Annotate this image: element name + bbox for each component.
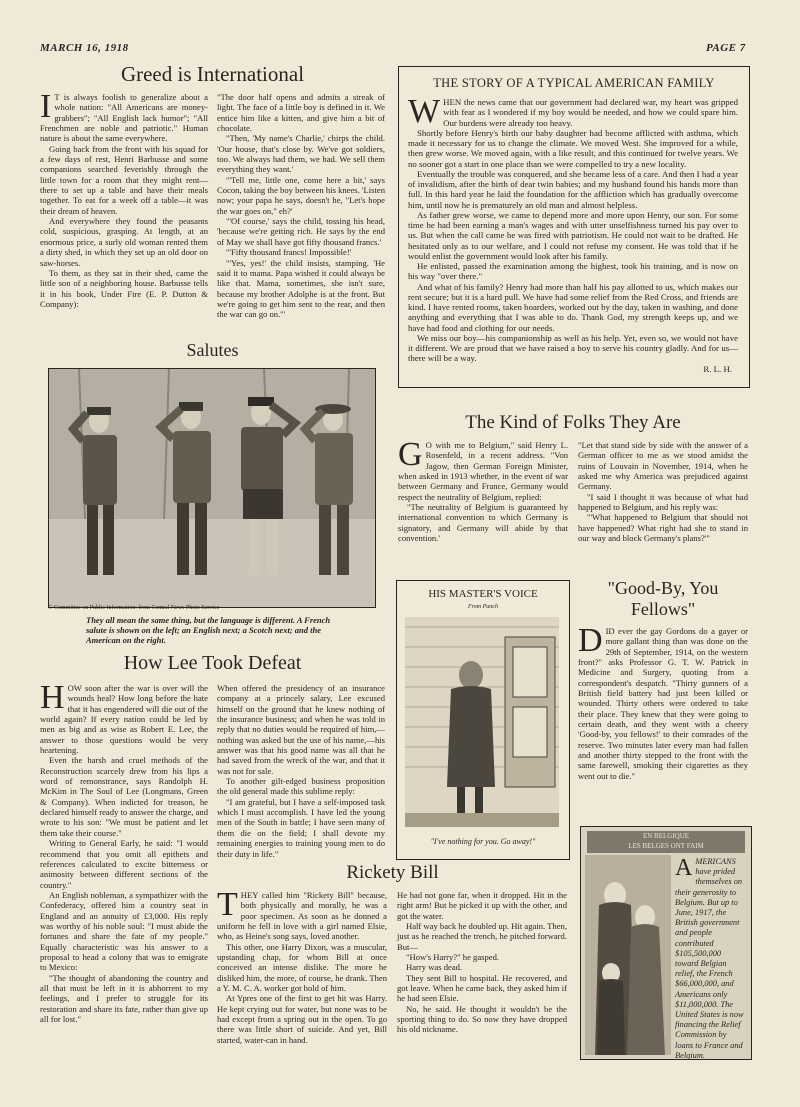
rickety-p6: "How's Harry?" he gasped. bbox=[406, 952, 500, 963]
salutes-caption: They all mean the same thing, but the language is different. A French salute is shown on the left; an English next; a Scotch next; and the American on the right. bbox=[86, 615, 331, 645]
master-caption: "I've nothing for you. Go away!" bbox=[430, 837, 536, 846]
folks-p3: "Let that stand side by side with the answer of a German officer to me as we stood amidst the ruins of Louvain in November, 1914, when he asked me why America was prejudiced against Germany. bbox=[578, 440, 748, 492]
goodby-dropcap: D bbox=[578, 622, 603, 659]
header-page: PAGE 7 bbox=[706, 42, 746, 54]
greed-p4: To them, as they sat in their shed, came the little son of a neighboring house. Barbusse tells it in his book, Under Fire (E. P. Dutton & Company): bbox=[40, 267, 208, 309]
story-title: THE STORY OF A TYPICAL AMERICAN FAMILY bbox=[433, 76, 715, 90]
greed-p10: "'Yes, yes!' the child insists, stamping. 'He said it to mama. Papa wished it could always be like that. Mama, sometimes, she isn't sure, because my brother Adolphe is at the front. But we're going to get him sent to the rear, and then the war can go on.'" bbox=[217, 257, 385, 320]
poster-text bbox=[675, 855, 745, 1060]
story-signature: R. L. H. bbox=[703, 363, 732, 374]
master-cartoon bbox=[405, 617, 559, 827]
poster-body: MERICANS have prided themselves on their generosity to Belgium. But up to June, 1917, the British government and people contributed $105,500,000 toward Belgian relief, the French $66,000,000, and Americans only $11,000,000. The United States is now financing the Relief Commission by loans to France and Belgium. bbox=[675, 857, 744, 1060]
lee-p7: To another gilt-edged business proposition the old general made this sublime reply: bbox=[217, 776, 385, 797]
salutes-photo bbox=[49, 369, 375, 607]
folks-p2: "The neutrality of Belgium is guaranteed by international convention to which Germany is signatory, and Germany will abide by that convention.' bbox=[398, 502, 568, 544]
goodby-p1: ID ever the gay Gordons do a gayer or more gallant thing than was done on the 29th of September, 1914, on the western front?" asks Professor G. T. W. Patrick in Medicine and Surgery, quoting from a correspondent's despatch. "Thirty gunners of a British field battery had just been killed or wounded. Thirty others were ordered to take their place. They knew that they were going to certain death, and they went with a cheery 'Good-by, you fellows!' to their comrades of the reserve. Two minutes later every man had fallen and another thirty stepped to the front with the same farewell, smoking their cigarettes as they went out to die." bbox=[578, 626, 748, 781]
greed-col2 bbox=[217, 92, 385, 340]
greed-p5: "The door half opens and admits a streak of light. The face of a little boy is defined in it. We entice him like a kitten, and give him a bit of chocolate. bbox=[217, 92, 385, 134]
lee-p5: "The thought of abandoning the country and all that must be left in it is abhorrent to my feelings, and I prefer to struggle for its restoration and share its fate, rather than give up all for lost." bbox=[40, 972, 208, 1024]
poster-banner bbox=[587, 831, 745, 853]
greed-col1 bbox=[40, 88, 208, 340]
master-title: HIS MASTER'S VOICE bbox=[428, 588, 538, 600]
greed-p6: "Then, 'My name's Charlie,' chirps the child. 'Our house, that's close by. We've got soldiers, too. We always had them, we had. We sell them everything they want.' bbox=[217, 133, 385, 175]
rickety-title: Rickety Bill bbox=[346, 862, 439, 883]
greed-p1: T is always foolish to generalize about a whole nation: "All Americans are money-grabbers"; "All English lack humor"; "All Frenchmen are noble and patriotic." Human nature is about the same everywhere. bbox=[40, 92, 208, 144]
greed-p2: Going back from the front with his squad for a few days of rest, Henri Barbusse and some companions searched feverishly through the little town for a room that they might rent—there to set up a table and have their meals together. To eat for a week off a table—it was their dream of heaven. bbox=[40, 143, 208, 216]
salutes-credit: © Committee on Public Information: from Central News Photo Service bbox=[48, 605, 220, 611]
story-box bbox=[398, 66, 750, 388]
story-p4: As father grew worse, we came to depend more and more upon Henry, our son. For some time he had been earning a man's wages and with utter unselfishness turned his pay over to us. But when the call came he was fired with patriotism. He could not wait to be drafted. He hesitated only as to our welfare, and I could not refuse my consent. He was told that if he would enlist the government would look after his family. bbox=[408, 209, 738, 261]
story-p1: HEN the news came that our government had declared war, my heart was gripped with fear as I wondered if my boy would be needed, and how we could spare him. Our burdens were already too heavy. bbox=[443, 97, 738, 128]
lee-p2: Even the harsh and cruel methods of the Reconstruction scarcely drew from his lips a word of remonstrance, says Randolph H. McKim in The Soul of Lee (Longmans, Green & Company). When indicted for treason, he declared himself ready to answer the charge, and wrote to his son: "We must be patient and let them take their course." bbox=[40, 755, 208, 838]
poster-banner-line2: LES BELGES ONT FAIM bbox=[628, 842, 704, 850]
story-p6: And what of his family? Henry had more than half his pay allotted to us, which makes our rent secure; but it is a hard pull. We have had some relief from the Red Cross, and friends are kind. I have rented rooms, taken boarders, worked out by the day, taken in washing, and done anything and everything that I was able to do. Thank God, my strength keeps up, and we have had food and clothing for our needs. bbox=[408, 281, 738, 333]
rickety-p3: At Ypres one of the first to get hit was Harry. He kept crying out for water, but none was to be had except from a spring out in the open. To go there was little short of suicide. And yet, Bill started, water-can in hand. bbox=[217, 993, 387, 1045]
greed-p8: "'Of course,' says the child, tossing his head, 'because we're getting rich. He says by the end of May we shall have got fifty thousand francs.' bbox=[217, 216, 385, 247]
poster-dropcap: A bbox=[675, 855, 693, 881]
rickety-p2: This other, one Harry Dixon, was a muscular, upstanding chap, for whom Bill at once conceived an intense dislike. The more he disliked him, the more, of course, he drank. Then a Y. M. C. A. worker got hold of him. bbox=[217, 941, 387, 994]
lee-p8: "I am grateful, but I have a self-imposed task which I must accomplish. I have led the young men of the South in battle; I have seen many of them die on the field; I shall devote my remaining energies to training young men to do their duty in life." bbox=[217, 796, 385, 859]
lee-col1 bbox=[40, 679, 208, 1059]
story-p5: He enlisted, passed the examination among the highest, took his training, and is now on his way "over there." bbox=[408, 261, 738, 282]
folks-p5: "'What happened to Belgium that should not have happened? What right had she to stand in our way and block Germany's plans?'" bbox=[578, 512, 748, 544]
folks-p4: "I said I thought it was because of what had happened to Belgium, and his reply was: bbox=[578, 491, 748, 513]
story-p2: Shortly before Henry's birth our baby daughter had become afflicted with asthma, which made it necessary for us to change the climate. We moved West. She improved for a while, then grew worse. We moved again, with a like result, and this continued for twelve years. We no sooner got a start in one place than we were compelled to try a new locality. bbox=[408, 127, 738, 169]
folks-dropcap: G bbox=[398, 436, 423, 473]
poster-banner-line1: EN BELGIQUE bbox=[642, 832, 690, 840]
goodby-title: "Good-By, You Fellows" bbox=[607, 578, 719, 619]
greed-dropcap: I bbox=[40, 88, 52, 125]
lee-p6: When offered the presidency of an insurance company at a princely salary, Lee excused himself on the ground that he knew nothing of the insurance business; and when he was told in reply that no duties would be required of him,—nothing was asked but the use of his name,—his answer was that his good name was all that he had saved from the wreck of the war, and that it was not for sale. bbox=[217, 683, 385, 776]
lee-col2 bbox=[217, 683, 385, 859]
lee-dropcap: H bbox=[40, 679, 65, 716]
poster-illustration bbox=[585, 855, 671, 1055]
story-dropcap: W bbox=[408, 93, 441, 130]
rickety-col1 bbox=[217, 886, 387, 1060]
lee-p3: Writing to General Early, he said: "I would recommend that you omit all epithets and references calculated to excite bitterness or animosity between different sections of the country." bbox=[40, 838, 208, 890]
master-source: From Punch bbox=[468, 604, 498, 610]
salutes-photo-frame bbox=[48, 368, 376, 608]
rickety-p9: No, he said. He thought it wouldn't be the sporting thing to do. So now they have dropped his old nickname. bbox=[397, 1003, 567, 1035]
poster-box bbox=[580, 826, 752, 1060]
story-p7: We miss our boy—his companionship as well as his help. Yet, even so, we would not have it different. We are proud that we have raised a boy to serve his country gladly. And for us—there will be a way. bbox=[408, 332, 738, 364]
header-date: MARCH 16, 1918 bbox=[40, 42, 129, 54]
greed-p7: "'Tell me, little one, come here a bit,' says Cocon, taking the boy between his knees. 'Listen now; your papa he says, doesn't he, "Let's hope the war goes on," eh?' bbox=[217, 174, 385, 216]
rickety-p1: HEY called him "Rickety Bill" because, both physically and morally, he was a poor specimen. As soon as he donned a uniform he fell in love with a girl named Elsie, who, as Heine's song says, loved another. bbox=[217, 890, 387, 942]
goodby-text bbox=[578, 622, 748, 816]
greed-p3: And everywhere they found the peasants cold, suspicious, grasping. At length, at an enormous price, a surly old woman rented them a dirty shed, in which they set up an old door on saw-horses. bbox=[40, 216, 208, 268]
rickety-p8: They sent Bill to hospital. He recovered, and got leave. When he came back, they asked him if he had seen Elsie. bbox=[397, 972, 567, 1004]
lee-title: How Lee Took Defeat bbox=[123, 652, 302, 674]
folks-p1: O with me to Belgium," said Henry L. Rosenfeld, in a recent address. "Von Jagow, then German Foreign Minister, when asked in 1913 whether, in the event of war between Germany and France, Germany would respect the neutrality of Belgium, replied: bbox=[398, 440, 568, 502]
greed-title: Greed is International bbox=[120, 62, 305, 86]
rickety-dropcap: T bbox=[217, 886, 238, 923]
rickety-col2 bbox=[397, 890, 567, 1060]
folks-title: The Kind of Folks They Are bbox=[465, 412, 681, 433]
greed-p9: "'Fifty thousand francs! Impossible!' bbox=[226, 247, 352, 258]
rickety-p5: Half way back he doubled up. Hit again. Then, just as he reached the trench, he pitched forward. But— bbox=[397, 921, 567, 952]
folks-col1 bbox=[398, 436, 568, 570]
rickety-p7: Harry was dead. bbox=[406, 962, 463, 973]
salutes-title: Salutes bbox=[186, 340, 239, 360]
lee-p4: An English nobleman, a sympathizer with the Confederacy, offered him a country seat in England and an annuity of £3,000. His reply was worthy of his noble soul: "I must abide the fortunes and share the fate of my people." Equally characteristic was his answer to a proposal to head a colony that was to emigrate to Mexico: bbox=[40, 889, 208, 973]
rickety-p4: He had not gone far, when it dropped. Hit in the right arm! But he picked it up with the other, and got the water. bbox=[397, 890, 567, 921]
master-box bbox=[396, 580, 570, 860]
folks-col2 bbox=[578, 440, 748, 570]
story-p3: Eventually the trouble was conquered, and she became less of a care. And then I had a year of invalidism, after the birth of dear twin babies; and my husband found his hands more than full. In this hard year he laid the foundation for the affliction which has gradually overcome him, until now he is prematurely an old man and almost helpless. bbox=[408, 168, 738, 210]
story-text bbox=[408, 93, 738, 383]
lee-p1: OW soon after the war is over will the wounds heal? How long before the hate that it has engendered will die out of the world again? If every nation could be led by men as big and as wise as Robert E. Lee, the answer to those questions would be very heartening. bbox=[40, 683, 208, 756]
